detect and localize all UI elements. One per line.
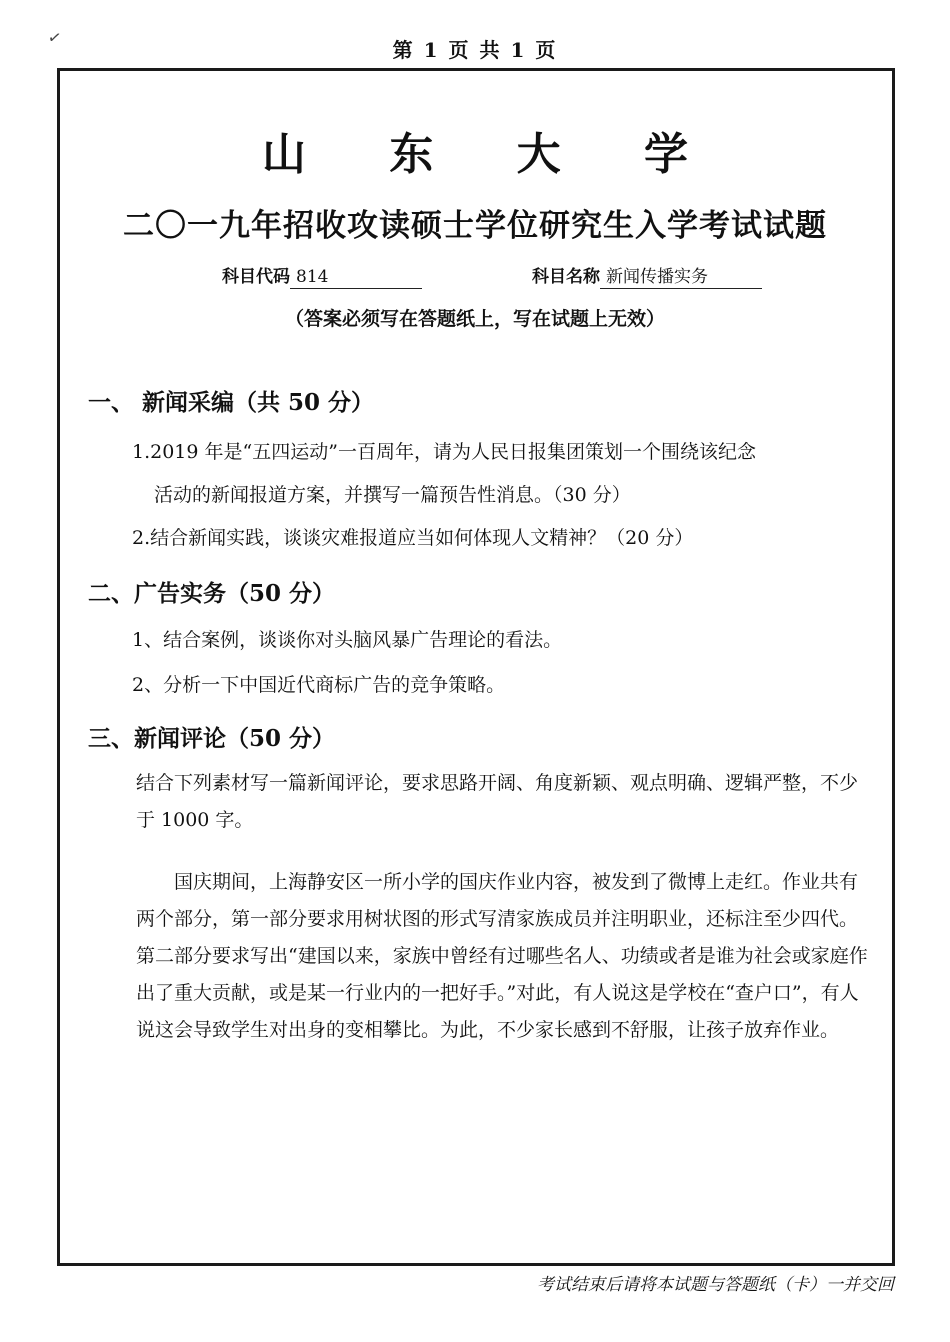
subject-code-label: 科目代码 <box>222 267 290 287</box>
subject-code-value: 814 <box>290 267 422 289</box>
subject-name-line <box>532 262 762 289</box>
subject-code-line <box>222 262 422 289</box>
section-3-heading: 三、新闻评论（50 分） <box>88 725 336 752</box>
answer-notice: （答案必须写在答题纸上，写在试题上无效） <box>284 308 665 330</box>
subject-name-label: 科目名称 <box>532 267 600 287</box>
question-1-1-continued: 活动的新闻报道方案，并撰写一篇预告性消息。（30 分） <box>154 484 631 506</box>
exam-frame <box>57 68 895 1266</box>
footer-note: 考试结束后请将本试题与答题纸（卡）一并交回 <box>537 1275 894 1295</box>
question-2-1: 1、结合案例，谈谈你对头脑风暴广告理论的看法。 <box>132 629 563 651</box>
question-1-1: 1.2019 年是“五四运动”一百周年，请为人民日报集团策划一个围绕该纪念 <box>132 441 756 463</box>
check-mark: ✓ <box>46 26 63 49</box>
question-2-2: 2、分析一下中国近代商标广告的竞争策略。 <box>132 674 506 696</box>
page-indicator: 第 1 页 共 1 页 <box>392 38 558 62</box>
section-3-material: 国庆期间，上海静安区一所小学的国庆作业内容，被发到了微博上走红。作业共有两个部分，第一部分要求用树状图的形式写清家族成员并注明职业，还标注至少四代。第二部分要求写出“建国以来，家族中曾经有过哪些名人、功绩或者是谁为社会或家庭作出了重大贡献，或是某一行业内的一把好手。”对此，有人说这是学校在“查户口”，有人说这会导致学生对出身的变相攀比。为此，不少家长感到不舒服，让孩子放弃作业。 <box>136 871 868 1041</box>
section-2-heading: 二、广告实务（50 分） <box>88 580 336 607</box>
question-1-2: 2.结合新闻实践，谈谈灾难报道应当如何体现人文精神？（20 分） <box>132 527 694 549</box>
university-name: 山 东 大 学 <box>262 129 722 180</box>
section-1-heading: 一、 新闻采编（共 50 分） <box>88 389 375 416</box>
subject-name-value: 新闻传播实务 <box>600 262 762 289</box>
section-3-instruction: 结合下列素材写一篇新闻评论，要求思路开阔、角度新颖、观点明确、逻辑严整，不少于 1000 字。 <box>136 772 859 831</box>
exam-title: 二〇一九年招收攻读硕士学位研究生入学考试试题 <box>123 208 827 244</box>
